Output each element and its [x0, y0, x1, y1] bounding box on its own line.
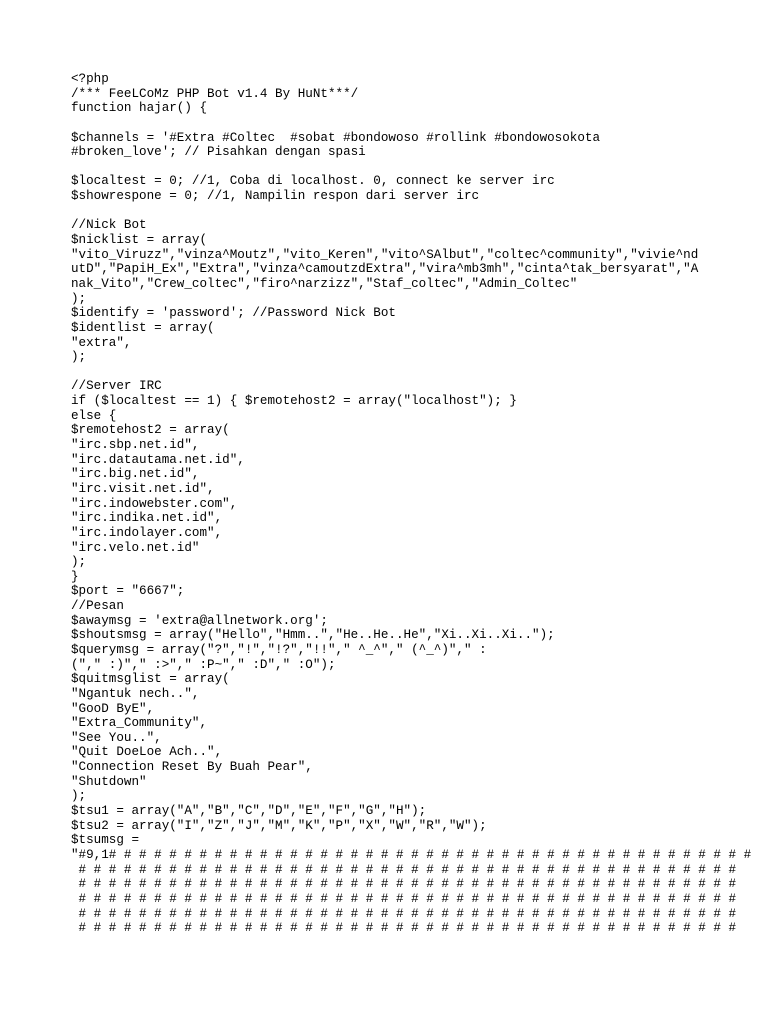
code-line: $nicklist = array( — [71, 233, 208, 248]
code-line: "irc.datautama.net.id", — [71, 452, 245, 467]
code-line: if ($localtest == 1) { $remotehost2 = array("localhost"); } — [71, 394, 517, 409]
code-line: # # # # # # # # # # # # # # # # # # # # # # # # # # # # # # # # # # # # # # # # # # # # — [71, 891, 737, 906]
code-line: "extra", — [71, 335, 132, 350]
code-line: $querymsg = array("?","!","!?","!!"," ^_^"," (^_^)"," : — [71, 642, 487, 657]
code-line — [71, 160, 711, 175]
code-line: "Ngantuk nech..", — [71, 686, 200, 701]
code-line: $tsu2 = array("I","Z","J","M","K","P","X","W","R","W"); — [71, 818, 487, 833]
code-line: utD","PapiH_Ex","Extra","vinza^camoutzdExtra","vira^mb3mh","cinta^tak_bersyarat","A — [71, 262, 699, 277]
code-line: $identlist = array( — [71, 320, 215, 335]
code-line: "Quit DoeLoe Ach..", — [71, 745, 223, 760]
code-line: # # # # # # # # # # # # # # # # # # # # # # # # # # # # # # # # # # # # # # # # # # # # — [71, 906, 737, 921]
code-line: "irc.velo.net.id" — [71, 540, 200, 555]
code-line: //Nick Bot — [71, 218, 147, 233]
code-line: ); — [71, 555, 87, 570]
code-line: "irc.visit.net.id", — [71, 481, 215, 496]
code-line: $tsu1 = array("A","B","C","D","E","F","G","H"); — [71, 804, 427, 819]
document-page — [71, 72, 752, 936]
code-line: "irc.sbp.net.id", — [71, 438, 200, 453]
code-line: "vito_Viruzz","vinza^Moutz","vito_Keren","vito^SAlbut","coltec^community","vivie^nd — [71, 247, 699, 262]
code-line: "Connection Reset By Buah Pear", — [71, 760, 313, 775]
code-line: } — [71, 569, 79, 584]
code-line: "#9,1# # # # # # # # # # # # # # # # # # # # # # # # # # # # # # # # # # # # # # # # # # # — [71, 847, 752, 862]
code-line: ); — [71, 350, 87, 365]
code-line — [71, 204, 711, 219]
code-line: $identify = 'password'; //Password Nick Bot — [71, 306, 396, 321]
code-line — [71, 116, 711, 131]
code-line: <?php — [71, 72, 109, 86]
code-line — [71, 365, 711, 380]
code-line: # # # # # # # # # # # # # # # # # # # # # # # # # # # # # # # # # # # # # # # # # # # # — [71, 921, 737, 936]
code-line: $channels = '#Extra #Coltec #sobat #bondowoso #rollink #bondowosokota — [71, 130, 601, 145]
code-line: else { — [71, 408, 117, 423]
code-line: "See You..", — [71, 730, 162, 745]
code-line: //Server IRC — [71, 379, 162, 394]
code-line: "irc.big.net.id", — [71, 467, 200, 482]
code-line: $port = "6667"; — [71, 584, 185, 599]
code-line: $localtest = 0; //1, Coba di localhost. 0, connect ke server irc — [71, 174, 555, 189]
code-line: # # # # # # # # # # # # # # # # # # # # # # # # # # # # # # # # # # # # # # # # # # # # — [71, 862, 737, 877]
code-line: "Extra_Community", — [71, 716, 208, 731]
code-line: $remotehost2 = array( — [71, 423, 230, 438]
code-line: # # # # # # # # # # # # # # # # # # # # # # # # # # # # # # # # # # # # # # # # # # # # — [71, 877, 737, 892]
code-line: $tsumsg = — [71, 833, 140, 848]
code-line: ("," :)"," :>"," :P~"," :D"," :O"); — [71, 657, 336, 672]
code-line: "irc.indolayer.com", — [71, 525, 223, 540]
code-line: #broken_love'; // Pisahkan dengan spasi — [71, 145, 366, 160]
code-line: $awaymsg = 'extra@allnetwork.org'; — [71, 613, 328, 628]
code-line: //Pesan — [71, 599, 124, 614]
code-line: ); — [71, 291, 87, 306]
code-line: $shoutsmsg = array("Hello","Hmm..","He..He..He","Xi..Xi..Xi.."); — [71, 628, 555, 643]
code-line: /*** FeeLCoMz PHP Bot v1.4 By HuNt***/ — [71, 86, 359, 101]
code-line: "irc.indika.net.id", — [71, 511, 223, 526]
code-line: "GooD ByE", — [71, 701, 155, 716]
code-line: ); — [71, 789, 87, 804]
code-line: $showrespone = 0; //1, Nampilin respon dari server irc — [71, 189, 480, 204]
code-line: "Shutdown" — [71, 774, 147, 789]
code-line: "irc.indowebster.com", — [71, 496, 238, 511]
code-line: $quitmsglist = array( — [71, 672, 230, 687]
code-line: function hajar() { — [71, 101, 208, 116]
code-line: nak_Vito","Crew_coltec","firo^narzizz","Staf_coltec","Admin_Coltec" — [71, 276, 578, 291]
